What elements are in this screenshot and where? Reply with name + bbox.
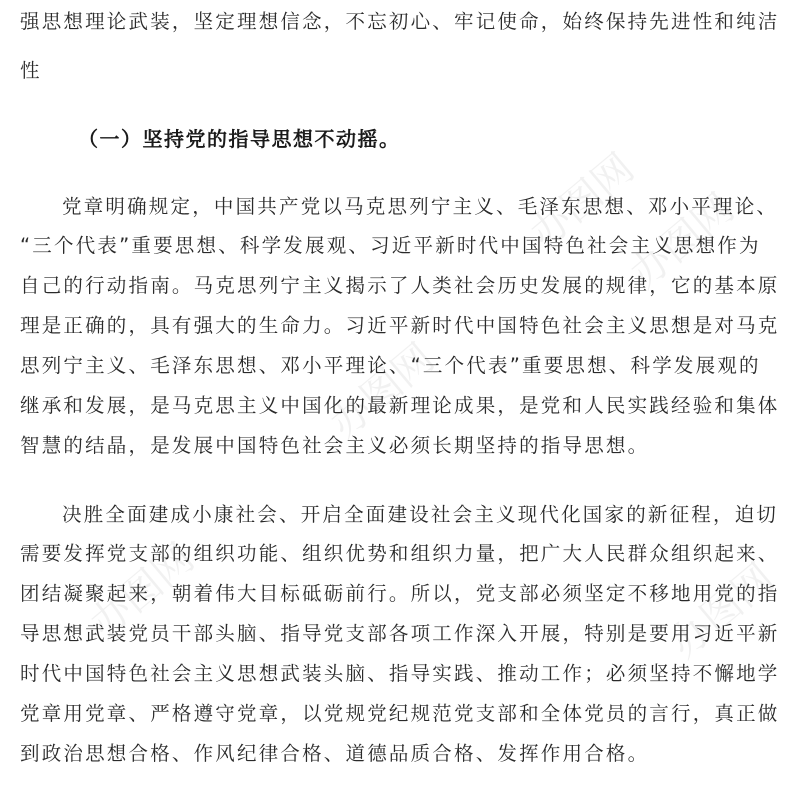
watermark-text: 办图网 [661, 554, 783, 668]
watermark-text: 办图网 [321, 334, 443, 448]
watermark-text: 办图网 [621, 184, 743, 298]
text-line: 思列宁主义、毛泽东思想、邓小平理论、“三个代表”重要思想、科学发展观的 [20, 354, 761, 377]
text-line: 强思想理论武装，坚定理想信念，不忘初心、牢记使命，始终保持先进性和纯洁 [20, 10, 780, 33]
text-line: 党章用党章、严格遵守党章，以党规党纪规范党支部和全体党员的言行，真正做 [20, 702, 780, 725]
text-line: “三个代表”重要思想、科学发展观、习近平新时代中国特色社会主义思想作为 [20, 234, 761, 257]
text-line: 党章明确规定，中国共产党以马克思列宁主义、毛泽东思想、邓小平理论、 [62, 195, 779, 218]
text-line: 需要发挥党支部的组织功能、组织优势和组织力量，把广大人民群众组织起来、 [20, 542, 780, 565]
text-line: 团结凝聚起来，朝着伟大目标砥砺前行。所以，党支部必须坚定不移地用党的指 [20, 582, 780, 605]
watermark-text: 办图网 [81, 534, 203, 648]
text-line: 智慧的结晶，是发展中国特色社会主义必须长期坚持的指导思想。 [20, 434, 650, 457]
watermark [316, 328, 445, 449]
watermark-text: 办图网 [521, 144, 643, 258]
text-line: 性 [20, 59, 42, 82]
text-line: 决胜全面建成小康社会、开启全面建设社会主义现代化国家的新征程，迫切 [62, 503, 779, 526]
text-line: 到政治思想合格、作风纪律合格、道德品质合格、发挥作用合格。 [20, 742, 650, 765]
text-line: 时代中国特色社会主义思想武装头脑、指导实践、推动工作；必须坚持不懈地学 [20, 662, 780, 685]
text-line: 导思想武装党员干部头脑、指导党支部各项工作深入开展，特别是要用习近平新 [20, 622, 780, 645]
watermark [656, 548, 785, 669]
text-line: 理是正确的，具有强大的生命力。习近平新时代中国特色社会主义思想是对马克 [20, 314, 780, 337]
text-line: 继承和发展，是马克思主义中国化的最新理论成果，是党和人民实践经验和集体 [20, 394, 780, 417]
section-heading: （一）坚持党的指导思想不动摇。 [78, 127, 401, 151]
text-line: 自己的行动指南。马克思列宁主义揭示了人类社会历史发展的规律，它的基本原 [20, 274, 780, 297]
